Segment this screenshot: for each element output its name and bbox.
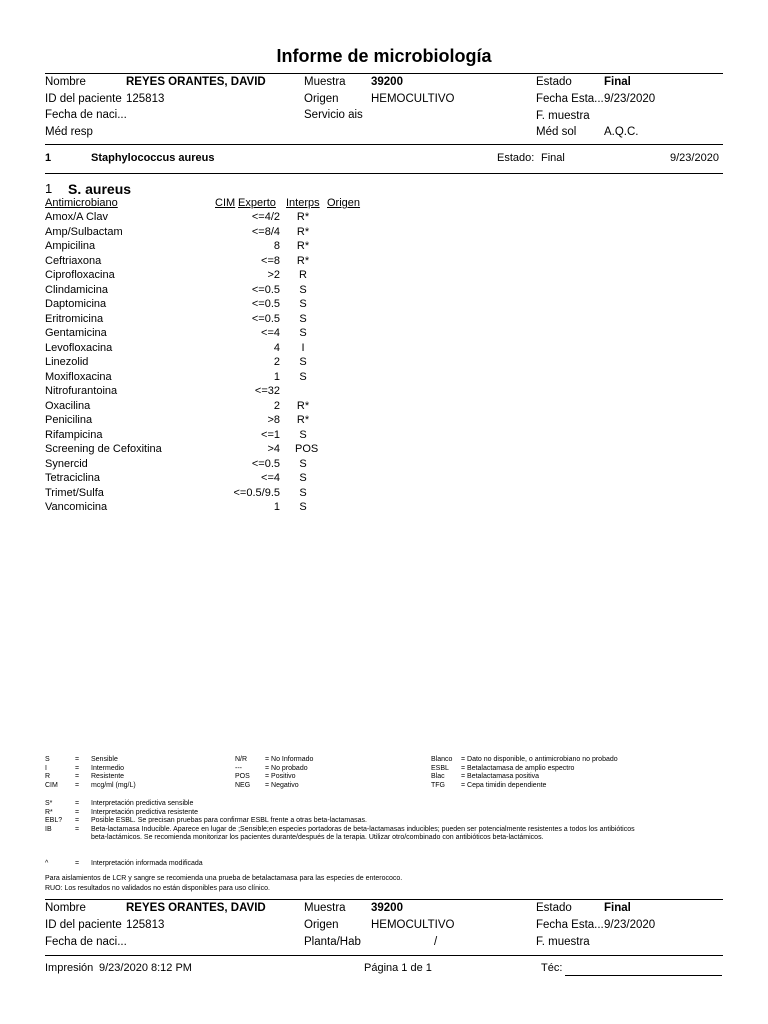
legend-text: = No Informado <box>265 756 314 763</box>
legend-text: Beta-lactamasa Inducible. Aparece en lugar de ;Sensible;en especies portadoras de beta-lactamasas inducibles; pueden ser potencialmente resistentes a todos los antibióticos <box>91 825 635 833</box>
legend-text: = Positivo <box>265 773 296 781</box>
table-row <box>45 327 385 341</box>
cim-value: <=0.5 <box>251 312 280 325</box>
legend-code: TFG <box>431 781 445 789</box>
fecha-esta-value: 9/23/2020 <box>604 93 656 105</box>
table-row <box>45 458 385 472</box>
organism-estado-value: Final <box>541 152 565 164</box>
interpretation-value: S <box>299 428 307 441</box>
interpretation-value: S <box>299 457 307 470</box>
antimicrobial-name: Eritromicina <box>45 312 104 325</box>
tec-label: Téc: <box>541 962 563 974</box>
legend-text: mcg/ml (mg/L) <box>91 781 136 789</box>
legend-eq: = <box>75 756 80 763</box>
table-row <box>45 313 385 327</box>
patient-id-label: ID del paciente <box>45 93 122 105</box>
legend-code: --- <box>235 764 242 772</box>
cim-value: <=8 <box>261 254 280 267</box>
table-row <box>45 371 385 385</box>
divider <box>45 899 723 900</box>
table-row <box>45 472 385 486</box>
interpretation-value: R* <box>296 225 310 238</box>
origen-value: HEMOCULTIVO <box>371 93 455 105</box>
interpretation-value: R* <box>296 211 310 223</box>
interpretation-value: S <box>299 356 307 368</box>
antimicrobial-name: Ampicilina <box>45 240 96 252</box>
interpretation-value: S <box>299 327 307 339</box>
cim-value: <=0.5 <box>251 457 280 470</box>
table-row <box>45 342 385 356</box>
legend-text: = Dato no disponible, o antimicrobiano no probado <box>461 756 618 763</box>
legend-text: = Negativo <box>265 781 299 789</box>
legend-text: beta-lactámicos. Se recomienda monitorizar los pacientes durante/después de la terapia. Utilizar otro/combinado con antibióticos beta-lactámicos. <box>91 834 544 842</box>
legend-code: I <box>45 764 47 772</box>
organism-name: Staphylococcus aureus <box>91 152 215 164</box>
legend-text: Resistente <box>91 773 125 781</box>
estado-label: Estado <box>536 76 572 88</box>
caret-eq: = <box>75 860 80 867</box>
antimicrobial-name: Daptomicina <box>45 298 107 310</box>
antimicrobial-name: Ciprofloxacina <box>45 269 115 281</box>
antimicrobial-name: Amox/A Clav <box>45 211 108 223</box>
antimicrobial-name: Synercid <box>45 457 88 470</box>
patient-id-value: 125813 <box>126 93 165 105</box>
interpretation-value: S <box>299 486 307 499</box>
fecha-esta-value: 9/23/2020 <box>604 919 656 931</box>
legend-text: Sensible <box>91 756 118 763</box>
caret-code: ^ <box>45 860 49 867</box>
legend-eq: = <box>75 800 80 807</box>
nombre-value: REYES ORANTES, DAVID <box>126 76 266 88</box>
estado-value: Final <box>604 902 631 914</box>
origen-label: Origen <box>304 919 339 931</box>
col-cim: CIM <box>215 197 236 209</box>
interpretation-value: S <box>299 298 307 310</box>
legend-text: = Cepa timidin dependiente <box>461 781 547 789</box>
cim-value: <=8/4 <box>251 225 280 238</box>
legend-code: S <box>45 756 50 763</box>
legend-code: NEG <box>235 781 251 789</box>
cim-value: 8 <box>273 240 280 252</box>
cim-value: <=0.5 <box>251 298 280 310</box>
antimicrobial-name: Clindamicina <box>45 283 108 296</box>
antimicrobial-name: Penicilina <box>45 414 93 426</box>
origen-label: Origen <box>304 93 339 105</box>
cim-value: 4 <box>273 341 280 354</box>
servicio-label: Servicio ais <box>304 109 363 121</box>
divider <box>45 73 723 74</box>
impresion-label: Impresión <box>45 962 94 974</box>
interpretation-value: R <box>299 269 307 281</box>
legend-text: Interpretación predictiva resistente <box>91 808 198 816</box>
interpretation-value: I <box>301 341 305 354</box>
legend-eq: = <box>75 781 80 789</box>
page-number: Página 1 de 1 <box>364 962 432 974</box>
cim-value: 1 <box>273 501 280 513</box>
table-row <box>45 385 385 399</box>
table-header <box>45 197 385 211</box>
interpretation-value: S <box>299 501 307 513</box>
legend-text: Intermedio <box>91 764 125 772</box>
legend-text: Interpretación predictiva sensible <box>91 800 194 807</box>
fecha-naci-label: Fecha de naci... <box>45 936 127 948</box>
legend-code: S* <box>45 800 53 807</box>
impresion-value: 9/23/2020 8:12 PM <box>99 962 192 974</box>
legend-code: Blac <box>431 773 445 781</box>
f-muestra-label: F. muestra <box>536 110 590 122</box>
col-interps: Interps <box>286 197 320 209</box>
interpretation-value: R* <box>296 414 310 426</box>
fecha-esta-label: Fecha Esta... <box>536 93 604 105</box>
cim-value: <=0.5 <box>251 283 280 296</box>
caret-text: Interpretación informada modificada <box>91 860 203 867</box>
cim-value: <=4 <box>261 327 280 339</box>
cim-value: <=4 <box>261 472 280 484</box>
table-row <box>45 211 385 225</box>
fecha-naci-label: Fecha de naci... <box>45 109 127 121</box>
estado-value: Final <box>604 76 631 88</box>
organism-date: 9/23/2020 <box>670 152 719 164</box>
interpretation-value: R* <box>296 254 310 267</box>
susceptibility-organism: S. aureus <box>68 181 132 197</box>
antimicrobial-name: Screening de Cefoxitina <box>45 443 162 455</box>
interpretation-value: S <box>299 472 307 484</box>
signature-line <box>565 975 722 976</box>
table-row <box>45 429 385 443</box>
report-title: Informe de microbiología <box>276 46 492 66</box>
legend-code: ESBL <box>431 764 449 772</box>
cim-value: >8 <box>267 414 280 426</box>
cim-value: 2 <box>273 399 280 412</box>
cim-value: <=4/2 <box>251 211 280 223</box>
legend-text: = Betalactamasa positiva <box>461 773 540 781</box>
cim-value: 1 <box>273 370 280 383</box>
legend-code: N/R <box>235 756 248 763</box>
antimicrobial-name: Trimet/Sulfa <box>45 486 104 499</box>
antimicrobial-name: Levofloxacina <box>45 341 113 354</box>
susceptibility-number: 1 <box>45 181 53 196</box>
planta-label: Planta/Hab <box>304 936 361 948</box>
muestra-value: 39200 <box>371 902 403 914</box>
patient-id-label: ID del paciente <box>45 919 122 931</box>
antimicrobial-name: Vancomicina <box>45 501 108 513</box>
fecha-esta-label: Fecha Esta... <box>536 919 604 931</box>
muestra-label: Muestra <box>304 76 346 88</box>
table-row <box>45 414 385 428</box>
col-origen: Origen <box>327 197 361 209</box>
legend-code: EBL? <box>45 817 63 825</box>
antimicrobial-name: Linezolid <box>45 356 89 368</box>
table-row <box>45 240 385 254</box>
origen-value: HEMOCULTIVO <box>371 919 455 931</box>
cim-value: 2 <box>273 356 280 368</box>
table-row <box>45 226 385 240</box>
lcr-note: Para aislamientos de LCR y sangre se recomienda una prueba de betalactamasa para las especies de enterococo. <box>45 875 403 882</box>
organism-number: 1 <box>45 152 52 164</box>
antimicrobial-name: Ceftriaxona <box>45 254 102 267</box>
organism-estado-label: Estado: <box>497 152 535 164</box>
interpretation-value: R* <box>296 399 310 412</box>
antimicrobial-name: Rifampicina <box>45 428 103 441</box>
nombre-label: Nombre <box>45 76 86 88</box>
legend-eq: = <box>75 808 80 816</box>
med-sol-value: A.Q.C. <box>604 126 639 138</box>
col-experto: Experto <box>238 197 276 209</box>
divider <box>45 955 723 956</box>
antimicrobial-name: Nitrofurantoina <box>45 385 118 397</box>
legend-code: POS <box>235 773 250 781</box>
interpretation-value: POS <box>295 443 319 455</box>
patient-id-value: 125813 <box>126 919 165 931</box>
table-row <box>45 255 385 269</box>
med-resp-label: Méd resp <box>45 126 93 138</box>
legend-text: Posible ESBL. Se precisan pruebas para confirmar ESBL frente a otras beta-lactamasas. <box>91 817 367 825</box>
cim-value: <=1 <box>261 428 280 441</box>
estado-label: Estado <box>536 902 572 914</box>
table-row <box>45 298 385 312</box>
interpretation-value: S <box>299 283 307 296</box>
antimicrobial-name: Amp/Sulbactam <box>45 225 123 238</box>
divider <box>45 173 723 174</box>
cim-value: <=0.5/9.5 <box>233 486 280 499</box>
nombre-value: REYES ORANTES, DAVID <box>126 902 266 914</box>
legend-eq: = <box>75 764 80 772</box>
antimicrobial-name: Oxacilina <box>45 399 91 412</box>
legend-code: R* <box>45 808 53 816</box>
table-row <box>45 356 385 370</box>
med-sol-label: Méd sol <box>536 126 577 138</box>
interpretation-value: S <box>299 312 307 325</box>
table-row <box>45 284 385 298</box>
table-row <box>45 400 385 414</box>
legend-code: Blanco <box>431 756 453 763</box>
interpretation-value: S <box>299 370 307 383</box>
antimicrobial-name: Gentamicina <box>45 327 107 339</box>
legend-eq: = <box>75 817 80 825</box>
cim-value: >2 <box>267 269 280 281</box>
table-row <box>45 269 385 283</box>
nombre-label: Nombre <box>45 902 86 914</box>
f-muestra-label: F. muestra <box>536 936 590 948</box>
muestra-label: Muestra <box>304 902 346 914</box>
cim-value: >4 <box>267 443 280 455</box>
legend-code: R <box>45 773 51 781</box>
muestra-value: 39200 <box>371 76 403 88</box>
legend-eq: = <box>75 773 80 781</box>
legend-code: CIM <box>45 781 58 789</box>
cim-value: <=32 <box>254 385 280 397</box>
antimicrobial-name: Moxifloxacina <box>45 370 112 383</box>
legend-eq: = <box>75 825 80 833</box>
legend-text: = Betalactamasa de amplio espectro <box>461 764 575 772</box>
col-antimicrobiano: Antimicrobiano <box>45 197 118 209</box>
divider <box>45 144 723 145</box>
planta-value: / <box>434 936 438 948</box>
table-row <box>45 443 385 457</box>
ruo-note: RUO: Los resultados no validados no están disponibles para uso clínico. <box>45 885 270 892</box>
antimicrobial-name: Tetraciclina <box>45 472 101 484</box>
interpretation-value: R* <box>296 240 310 252</box>
table-row <box>45 487 385 501</box>
legend-code: IB <box>45 825 52 833</box>
legend-text: = No probado <box>265 764 308 772</box>
table-row <box>45 501 385 515</box>
